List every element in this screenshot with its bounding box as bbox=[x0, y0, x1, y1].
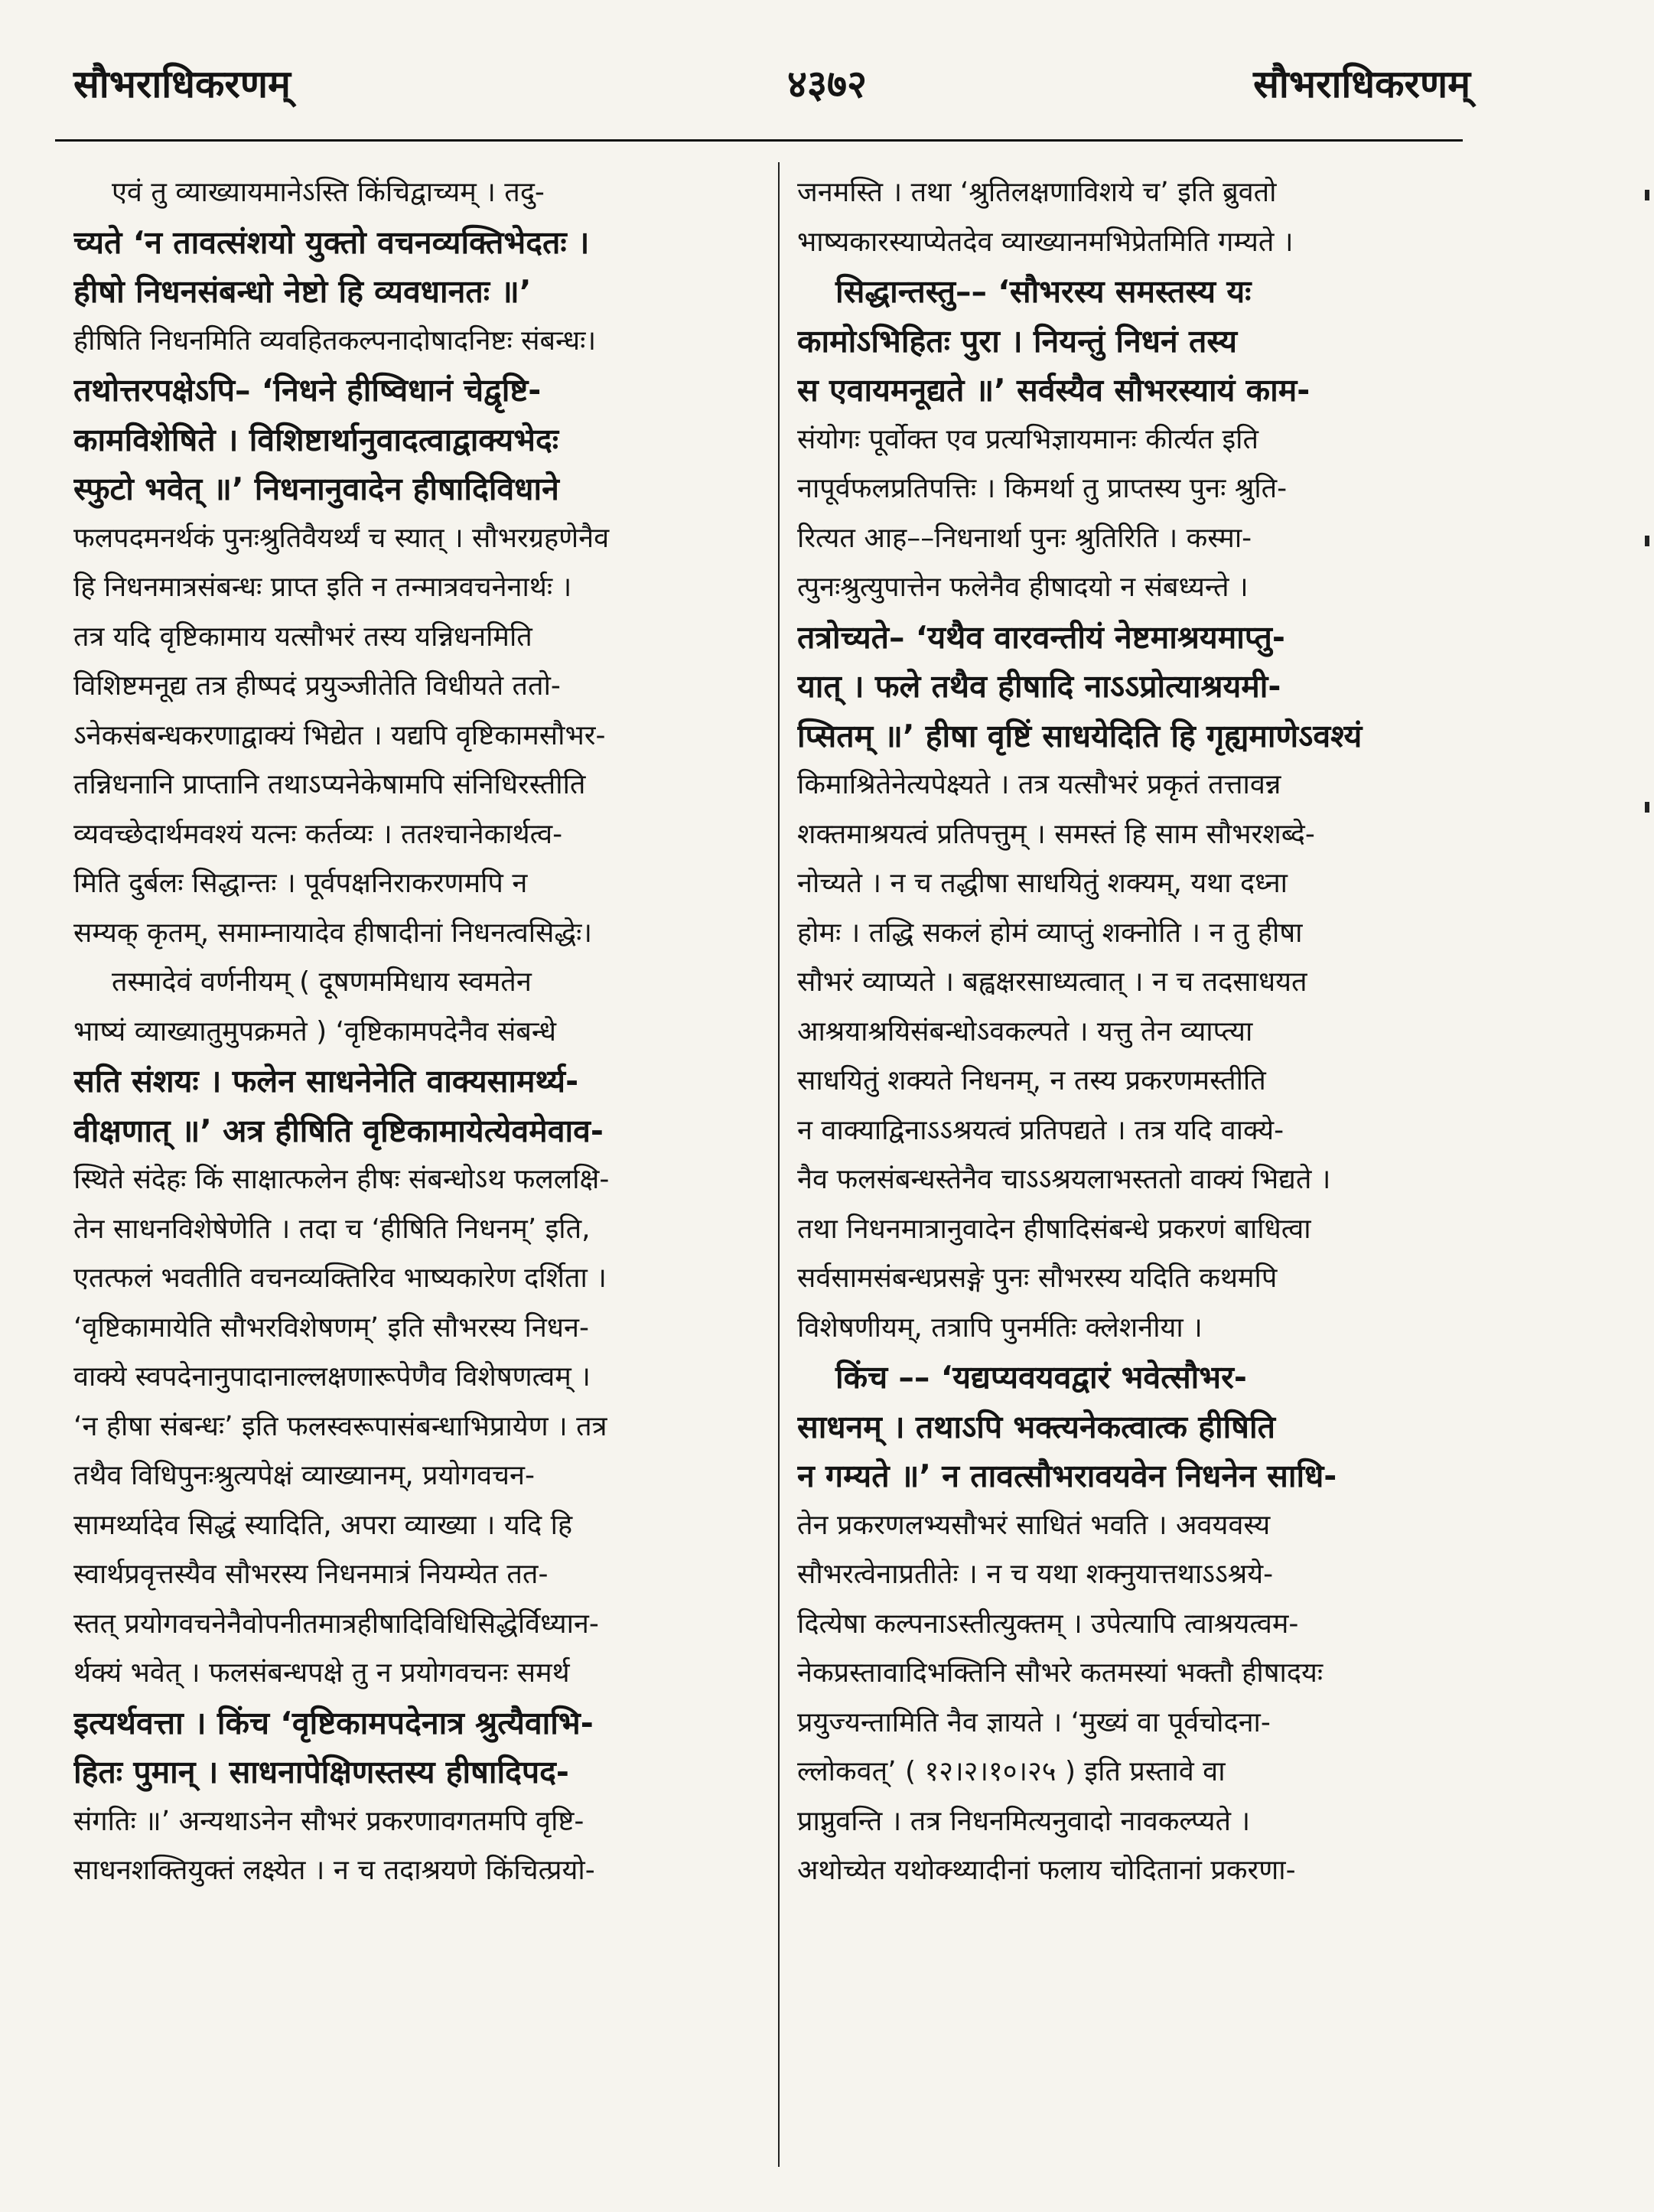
column-divider bbox=[778, 162, 780, 2167]
header-rule bbox=[55, 139, 1463, 142]
text-line: प्रयुज्यन्तामिति नैव ज्ञायते । ‘मुख्यं वा पूर्वचोदना- bbox=[797, 1706, 1271, 1738]
text-line: होमः । तद्धि सकलं होमं व्याप्तुं शक्नोति । न तु हीषा bbox=[797, 917, 1303, 949]
verse-line: साधनम् । तथाऽपि भक्त्यनेकत्वात्क हीषिति bbox=[797, 1408, 1275, 1445]
page-number: ४३७२ bbox=[787, 62, 867, 106]
verse-line: प्सितम् ॥’ हीषा वृष्टिं साधयेदिति हि गृह्यमाणेऽवश्यं bbox=[797, 717, 1363, 754]
text-line: तेन प्रकरणलभ्यसौभरं साधितं भवति । अवयवस्य bbox=[797, 1509, 1271, 1541]
text-line: आश्रयाश्रयिसंबन्धोऽवकल्पते । यत्तु तेन व्याप्त्या bbox=[797, 1015, 1253, 1047]
text-line: तन्निधनानि प्राप्तानि तथाऽप्यनेकेषामपि संनिधिरस्तीति bbox=[73, 769, 586, 800]
text-line: वाक्ये स्वपदेनानुपादानाल्लक्षणारूपेणैव विशेषणत्वम् । bbox=[73, 1361, 591, 1393]
text-line: हीषिति निधनमिति व्यवहितकल्पनादोषादनिष्टः संबन्धः। bbox=[73, 324, 597, 357]
margin-scan-mark bbox=[1645, 536, 1649, 546]
verse-line: च्यते ‘न तावत्संशयो युक्तो वचनव्यक्तिभेदतः । bbox=[73, 223, 590, 261]
text-line: सौभरं व्याप्यते । बह्वक्षरसाध्यत्वात् । न च तदसाधयत bbox=[797, 966, 1307, 998]
verse-line: वीक्षणात् ॥’ अत्र हीषिति वृष्टिकामायेत्येवमेवाव- bbox=[73, 1112, 604, 1149]
text-line: भाष्यं व्याख्यातुमुपक्रमते ) ‘वृष्टिकामपदेनैव संबन्धे bbox=[73, 1015, 556, 1047]
text-line: तथैव विधिपुनःश्रुत्यपेक्षं व्याख्यानम्, प्रयोगवचन- bbox=[73, 1460, 535, 1491]
running-header-left: सौभराधिकरणम् bbox=[73, 62, 291, 106]
text-line: ऽनेकसंबन्धकरणाद्वाक्यं भिद्येत । यद्यपि वृष्टिकामसौभर- bbox=[73, 719, 606, 751]
text-line: नापूर्वफलप्रतिपत्तिः । किमर्था तु प्राप्तस्य पुनः श्रुति- bbox=[797, 473, 1288, 504]
verse-line: यात् । फले तथैव हीषादि नाऽऽप्रोत्याश्रयमी- bbox=[797, 668, 1281, 705]
text-line: एतत्फलं भवतीति वचनव्यक्तिरिव भाष्यकारेण दर्शिता । bbox=[73, 1262, 607, 1294]
text-line: एवं तु व्याख्यायमानेऽस्ति किंचिद्वाच्यम् । तदु- bbox=[112, 177, 545, 208]
text-line: भाष्यकारस्याप्येतदेव व्याख्यानमभिप्रेतमिति गम्यते । bbox=[797, 226, 1294, 258]
verse-line: हितः पुमान् । साधनापेक्षिणस्तस्य हीषादिपद- bbox=[73, 1754, 569, 1790]
text-line: संयोगः पूर्वोक्त एव प्रत्यभिज्ञायमानः कीर्त्यत इति bbox=[797, 423, 1258, 455]
text-line: त्पुनःश्रुत्युपात्तेन फलेनैव हीषादयो न संबध्यन्ते । bbox=[797, 572, 1249, 603]
text-line: हि निधनमात्रसंबन्धः प्राप्त इति न तन्मात्रवचनेनार्थः । bbox=[73, 572, 572, 603]
text-line: अथोच्येत यथोक्थ्यादीनां फलाय चोदितानां प्रकरणा- bbox=[797, 1855, 1296, 1886]
verse-line: स एवायमनूद्यते ॥’ सर्वस्यैव सौभरस्यायं काम- bbox=[797, 372, 1311, 409]
text-line: विशेषणीयम्, तत्रापि पुनर्मतिः क्लेशनीया । bbox=[797, 1311, 1203, 1344]
text-line: शक्तमाश्रयत्वं प्रतिपत्तुम् । समस्तं हि साम सौभरशब्दे- bbox=[797, 818, 1315, 850]
text-line: सौभरत्वेनाप्रतीतेः । न च यथा शक्नुयात्तथाऽऽश्रये- bbox=[797, 1559, 1274, 1590]
text-line: साधयितुं शक्यते निधनम्, न तस्य प्रकरणमस्तीति bbox=[797, 1065, 1266, 1096]
text-line: फलपदमनर्थकं पुनःश्रुतिवैयर्थ्यं च स्यात् । सौभरग्रहणेनैव bbox=[73, 522, 610, 554]
text-line: तेन साधनविशेषेणेति । तदा च ‘हीषिति निधनम्’ इति, bbox=[73, 1213, 591, 1245]
verse-line: हीषो निधनसंबन्धो नेष्टो हि व्यवधानतः ॥’ bbox=[73, 273, 532, 310]
text-line: व्यवच्छेदार्थमवश्यं यत्नः कर्तव्यः । ततश्चानेकार्थत्व- bbox=[73, 818, 563, 850]
text-line: स्वार्थप्रवृत्तस्यैव सौभरस्य निधनमात्रं नियम्येत तत- bbox=[73, 1559, 549, 1590]
text-line: स्तत् प्रयोगवचनेनैवोपनीतमात्रहीषादिविधिसिद्धेर्विध्यान- bbox=[73, 1608, 599, 1640]
text-line: रित्यत आह––निधनार्था पुनः श्रुतिरिति । कस्मा- bbox=[797, 522, 1252, 554]
left-column bbox=[73, 168, 762, 1896]
text-line: साधनशक्तियुक्तं लक्ष्येत । न च तदाश्रयणे किंचित्प्रयो- bbox=[73, 1855, 595, 1886]
text-line: ‘वृष्टिकामायेति सौभरविशेषणम्’ इति सौभरस्य निधन- bbox=[73, 1311, 589, 1344]
text-line: किमाश्रितेनेत्यपेक्ष्यते । तत्र यत्सौभरं प्रकृतं तत्तावन्न bbox=[797, 769, 1281, 800]
verse-line: कामविशेषिते । विशिष्टार्थानुवादत्वाद्वाक्यभेदः bbox=[73, 421, 558, 458]
text-line: नैव फलसंबन्धस्तेनैव चाऽऽश्रयलाभस्ततो वाक्यं भिद्यते । bbox=[797, 1164, 1331, 1195]
text-line: विशिष्टमनूद्य तत्र हीष्पदं प्रयुञ्जीतेति विधीयते ततो- bbox=[73, 670, 561, 702]
text-line: नेकप्रस्तावादिभक्तिनि सौभरे कतमस्यां भक्तौ हीषादयः bbox=[797, 1657, 1324, 1689]
text-line: सर्वसामसंबन्धप्रसङ्गे पुनः सौभरस्य यदिति कथमपि bbox=[797, 1262, 1278, 1294]
verse-line: तत्रोच्यते– ‘यथैव वारवन्तीयं नेष्टमाश्रयमाप्तु- bbox=[797, 618, 1285, 656]
verse-line: किंच –– ‘यद्यप्यवयवद्वारं भवेत्सौभर- bbox=[835, 1359, 1247, 1396]
text-line: नोच्यते । न च तद्धीषा साधयितुं शक्यम्, यथा दध्ना bbox=[797, 868, 1288, 899]
text-line: सामर्थ्यादेव सिद्धं स्यादिति, अपरा व्याख्या । यदि हि bbox=[73, 1509, 573, 1541]
text-line: तत्र यदि वृष्टिकामाय यत्सौभरं तस्य यन्निधनमिति bbox=[73, 621, 532, 653]
text-line: ल्लोकवत्’ ( १२।२।१०।२५ ) इति प्रस्तावे वा bbox=[797, 1756, 1226, 1787]
verse-line: तथोत्तरपक्षेऽपि– ‘निधने हीष्विधानं चेद्वृष्टि- bbox=[73, 372, 542, 409]
right-column bbox=[797, 168, 1455, 1896]
running-header-right: सौभराधिकरणम् bbox=[1253, 62, 1470, 106]
margin-scan-mark bbox=[1645, 190, 1649, 200]
text-line: ‘न हीषा संबन्धः’ इति फलस्वरूपासंबन्धाभिप्रायेण । तत्र bbox=[73, 1410, 607, 1442]
text-line: संगतिः ॥’ अन्यथाऽनेन सौभरं प्रकरणावगतमपि वृष्टि- bbox=[73, 1805, 584, 1837]
verse-line: इत्यर्थवत्ता । किंच ‘वृष्टिकामपदेनात्र श्रुत्यैवाभि- bbox=[73, 1704, 594, 1741]
text-line: दित्येषा कल्पनाऽस्तीत्युक्तम् । उपेत्यापि त्वाश्रयत्वम- bbox=[797, 1608, 1299, 1640]
text-line: मिति दुर्बलः सिद्धान्तः । पूर्वपक्षनिराकरणमपि न bbox=[73, 868, 528, 899]
verse-line: न गम्यते ॥’ न तावत्सौभरावयवेन निधनेन साधि- bbox=[797, 1458, 1337, 1494]
text-line: न वाक्याद्विनाऽऽश्रयत्वं प्रतिपद्यते । तत्र यदि वाक्ये- bbox=[797, 1114, 1284, 1146]
text-line: जनमस्ति । तथा ‘श्रुतिलक्षणाविशये च’ इति ब्रुवतो bbox=[797, 177, 1277, 208]
verse-line: स्फुटो भवेत् ॥’ निधनानुवादेन हीषादिविधाने bbox=[73, 471, 559, 507]
text-line: सम्यक् कृतम्, समाम्नायादेव हीषादीनां निधनत्वसिद्धेः। bbox=[73, 917, 593, 949]
verse-line: सिद्धान्तस्तु–– ‘सौभरस्य समस्तस्य यः bbox=[835, 273, 1252, 310]
text-line: स्थिते संदेहः किं साक्षात्फलेन हीषः संबन्धोऽथ फललक्षि- bbox=[73, 1164, 610, 1195]
margin-scan-mark bbox=[1645, 802, 1649, 813]
verse-line: कामोऽभिहितः पुरा । नियन्तुं निधनं तस्य bbox=[797, 322, 1238, 360]
text-line: प्राप्नुवन्ति । तत्र निधनमित्यनुवादो नावकल्प्यते । bbox=[797, 1805, 1251, 1837]
text-line: तथा निधनमात्रानुवादेन हीषादिसंबन्धे प्रकरणं बाधित्वा bbox=[797, 1213, 1311, 1245]
verse-line: सति संशयः । फलेन साधनेनेति वाक्यसामर्थ्य- bbox=[73, 1063, 579, 1099]
text-line: र्थक्यं भवेत् । फलसंबन्धपक्षे तु न प्रयोगवचनः समर्थ bbox=[73, 1657, 570, 1689]
text-line: तस्मादेवं वर्णनीयम् ( दूषणममिधाय स्वमतेन bbox=[112, 966, 532, 998]
